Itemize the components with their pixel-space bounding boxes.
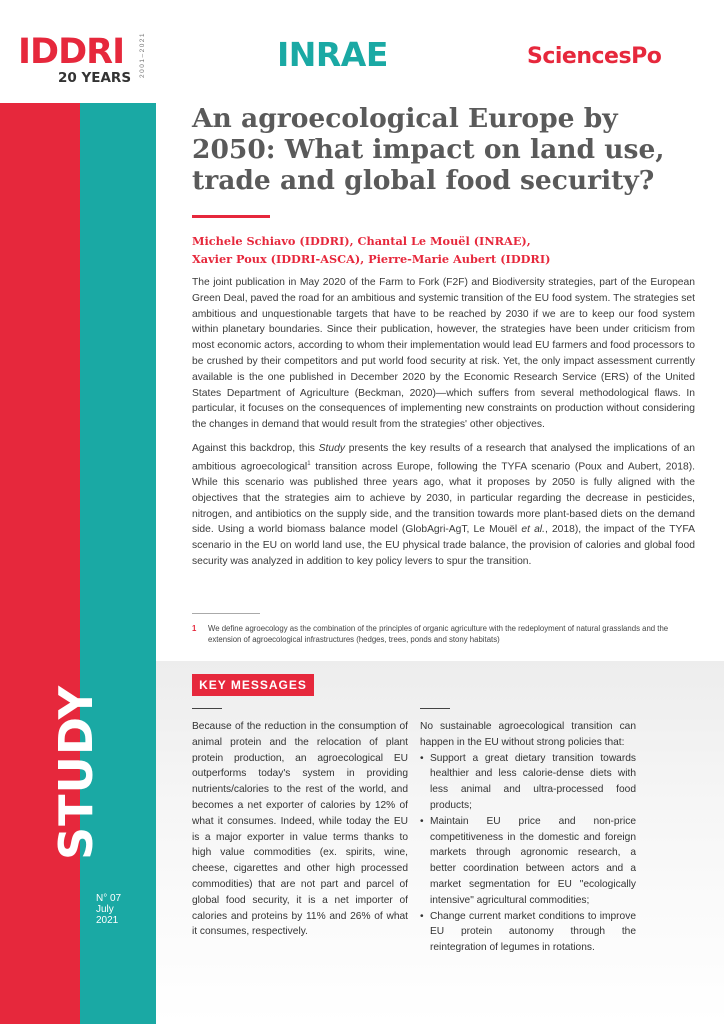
iddri-years: 2001–2021 (139, 31, 146, 78)
key-messages-heading: KEY MESSAGES (192, 674, 314, 696)
policies-list (420, 751, 636, 956)
list-item: • Maintain EU price and non-price competitiveness in the domestic and foreign markets through agronomic research, a better coordination between actors and a market segmentation for EU "ecologically intensive" agricultural commodities; (420, 814, 636, 909)
sidebar-teal-band (80, 103, 156, 1024)
inrae-logo: INRAE (277, 35, 388, 74)
iddri-logo-word: IDDRI (18, 32, 125, 72)
issue-info (96, 893, 152, 926)
sidebar-red-band (0, 103, 80, 1024)
footnote (192, 623, 695, 645)
policies-intro: No sustainable agroecological transition can happen in the EU without strong policies that: (420, 721, 636, 748)
paragraph-2 (192, 441, 695, 570)
document-type-label: STUDY (49, 684, 103, 860)
authors-line-1: Michele Schiavo (IDDRI), Chantal Le Mouël (INRAE), (192, 234, 531, 248)
column-rule-left (192, 708, 222, 709)
text-run: , 2018), the impact of the TYFA scenario in the EU on world land use, the EU physical trade balance, the provision of calories and global food security was analyzed in addition to key policy levers to spur the transition. (192, 524, 695, 567)
authors (192, 232, 692, 268)
list-item: • Support a great dietary transition towards healthier and less calorie-dense diets with less animal and ultra-processed food products; (420, 751, 636, 814)
text-run: presents the key results of a research that analysed the implications of an ambitious agroecological (192, 442, 696, 473)
footnote-text: We define agroecology as the combination of the principles of organic agriculture with the redeployment of natural grasslands and the extension of agroecological infrastructures (hedges, trees, ponds and stony habitats) (208, 624, 669, 644)
footnote-ref: 1 (307, 460, 311, 467)
issue-year: 2021 (96, 915, 119, 926)
key-message-left: Because of the reduction in the consumption of animal protein and the relocation of plant protein production, an agroecological EU outperforms today's system in providing nutrients/calories to the rest of the world, and becomes a net exporter of calories by 12% of what it consumes. Indeed, while today the EU is a major exporter in value terms thanks to high value commodities (ex. spirits, wine, cheese, cigarettes and other high processed commodities) that are not part and parcel of global food security, it is a net importer of calories and proteins by 11% and 26% of what it consumes, respectively. (192, 721, 408, 938)
sciencespo-logo: SciencesPo (527, 44, 662, 69)
footnote-divider (192, 613, 260, 614)
text-run: transition across Europe, following the TYFA scenario (Poux and Aubert, 2018). While this scenario was published three years ago, what it proposes by 2050 is fully aligned with the objectives that the strategies aim to achieve by 2030, in particular regarding the decrease in pesticides, nitrogen, and antibiotics on the supply side, and the transition towards more plant-based diets on the demand side. Using a world biomass balance model (GlobAgri-AgT, Le Mouël (192, 461, 695, 536)
iddri-logo (18, 34, 131, 86)
study-emphasis: Study (318, 442, 346, 454)
citation-emphasis: et al. (521, 524, 545, 536)
column-rule-right (420, 708, 450, 709)
iddri-anniversary: 20 YEARS (58, 70, 132, 86)
issue-number: N° 07 (96, 893, 122, 904)
paragraph-1: The joint publication in May 2020 of the Farm to Fork (F2F) and Biodiversity strategies, part of the European Green Deal, paved the road for an ambitious and systemic transition of the EU food system. The strategies set ambitious and unquestionable targets that have to be reached by 2030 if we are to keep our food system within planetary boundaries. Since their publication, however, the strategies have been under criticism from most economic actors, according to whom their implementation would lead EU farmers and food processors to be crushed by their competitors and put world food security at risk. Yet, the only impact assessment currently available is the one published in December 2020 by the Economic Research Service (ERS) of the United States Department of Agriculture (Beckman, 2020)—which suffers from several methodological flaws. In particular, it focuses on the consequences of implementing new constraints on production without considering the changes in demand that would result from the strategies' other objectives. (192, 277, 695, 431)
issue-month: July (96, 904, 114, 915)
authors-line-2: Xavier Poux (IDDRI-ASCA), Pierre-Marie Aubert (IDDRI) (192, 252, 551, 266)
title-divider (192, 215, 270, 218)
page-title: An agroecological Europe by 2050: What impact on land use, trade and global food security? (192, 103, 665, 196)
key-message-right (420, 719, 636, 956)
list-item: • Change current market conditions to improve EU protein autonomy through the reintegration of legumes in rotations. (420, 909, 636, 956)
footnote-number: 1 (192, 624, 197, 633)
introduction (192, 275, 695, 578)
text-run: Against this backdrop, this (192, 442, 319, 454)
